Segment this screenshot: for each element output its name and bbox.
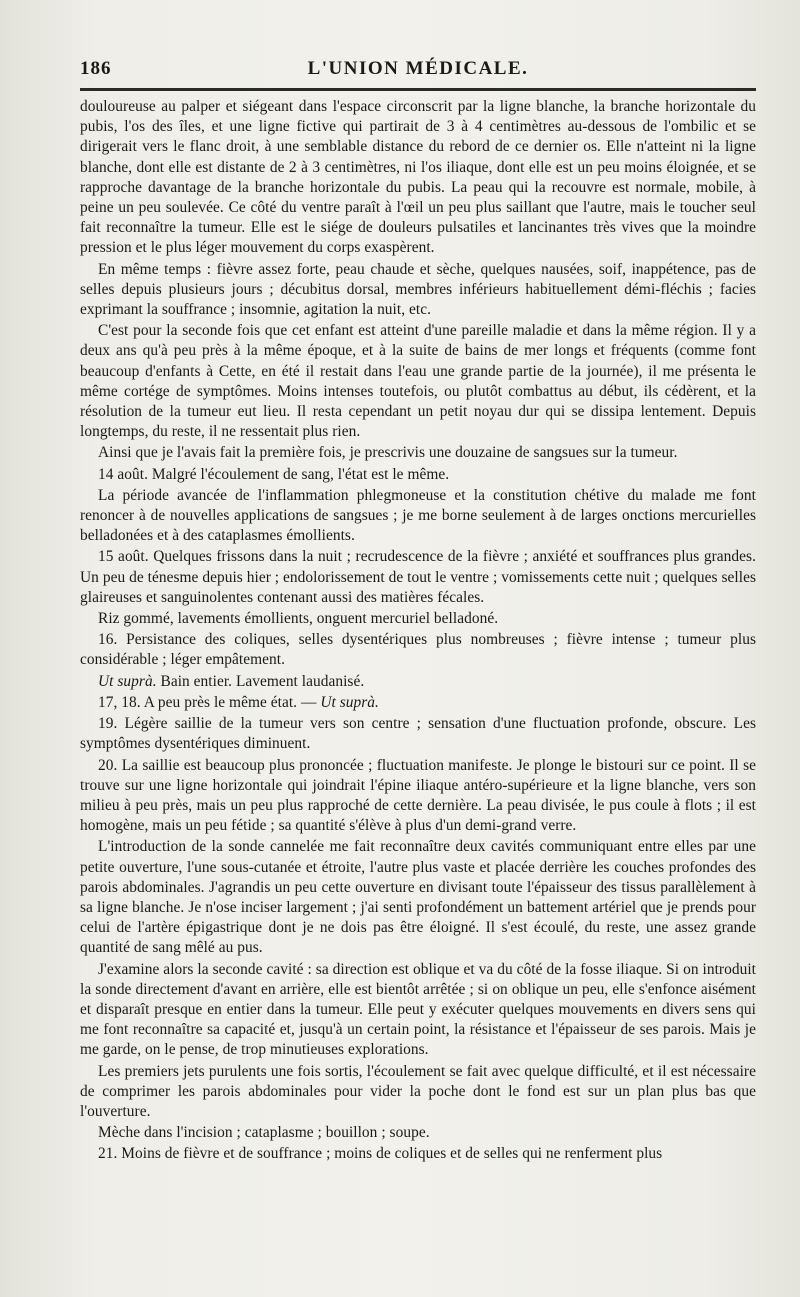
paragraph: 20. La saillie est beaucoup plus prononcée ; fluctuation manifeste. Je plonge le bistouri sur ce point. Il se trouve sur une ligne horizontale qui joindrait l'épine iliaque antéro-supérieure et la ligne blanche, vers son milieu à peu près, mais un peu plus rapproché de cette dernière. La peau divisée, le pus coule à flots ; il est homogène, mais un peu fétide ; sa quantité s'élève à plus d'un demi-grand verre. xyxy=(80,756,756,835)
paragraph: L'introduction de la sonde cannelée me fait reconnaître deux cavités communiquant entre elles par une petite ouverture, l'une sous-cutanée et étroite, l'autre plus vaste et placée derrière les couches profondes des parois abdominales. J'agrandis un peu cette ouverture en divisant toute l'épaisseur des tissus parallèlement à sa ligne blanche. Je n'ose inciser largement ; j'ai senti profondément un battement artériel que je prends pour celui de l'artère épigastrique dont je ne dois pas être éloigné. Il s'est écoulé, du reste, une assez grande quantité de sang mêlé au pus. xyxy=(80,838,756,957)
journal-title: L'UNION MÉDICALE. xyxy=(307,58,529,79)
paragraph: Mèche dans l'incision ; cataplasme ; bouillon ; soupe. xyxy=(98,1124,430,1142)
paragraph: 14 août. Malgré l'écoulement de sang, l'état est le même. xyxy=(98,465,450,483)
paragraph: 17, 18. A peu près le même état. — Ut suprà. xyxy=(98,693,379,711)
paragraph: 21. Moins de fièvre et de souffrance ; moins de coliques et de selles qui ne renferment plus xyxy=(98,1145,663,1163)
paragraph: Ut suprà. Bain entier. Lavement laudanisé. xyxy=(98,672,365,690)
page-number: 186 xyxy=(80,58,112,79)
paragraph: Ainsi que je l'avais fait la première fois, je prescrivis une douzaine de sangsues sur la tumeur. xyxy=(98,444,678,462)
paragraph: C'est pour la seconde fois que cet enfant est atteint d'une pareille maladie et dans la même région. Il y a deux ans qu'à peu près à la même époque, et à la suite de bains de mer longs et fréquents (comme font beaucoup d'enfants à Cette, en été il restait dans l'eau une grande partie de la journée), il me présenta le même cortége de symptômes. Moins intenses toutefois, ou plutôt combattus au début, ils cédèrent, et la résolution de la tumeur eut lieu. Il resta cependant un petit noyau dur qui se dissipa lentement. Depuis longtemps, du reste, il ne ressentait plus rien. xyxy=(80,322,756,441)
paragraph: douloureuse au palper et siégeant dans l'espace circonscrit par la ligne blanche, la branche horizontale du pubis, l'os des îles, et une ligne fictive qui partirait de 3 à 4 centimètres au-dessous de l'ombilic et se dirigerait vers le flanc droit, à une semblable distance du rebord de ce dernier os. Elle n'atteint ni la ligne blanche, dont elle est distante de 2 à 3 centimètres, ni l'os iliaque, dont elle est un peu moins éloignée, et se rapproche davantage de la branche horizontale du pubis. La peau qui la recouvre est normale, mobile, à peine un peu soulevée. Ce côté du ventre paraît à l'œil un peu plus saillant que l'autre, mais le toucher seul fait reconnaître la tumeur. Elle est le siége de douleurs pulsatiles et lancinantes très vives que la moindre pression et le plus léger mouvement du corps exaspèrent. xyxy=(80,98,756,257)
paragraph: J'examine alors la seconde cavité : sa direction est oblique et va du côté de la fosse iliaque. Si on introduit la sonde directement d'avant en arrière, elle est bientôt arrêtée ; si on oblique un peu, elle s'enfonce aisément et disparaît presque en entier dans la tumeur. Elle peut y exécuter quelques mouvements en divers sens qui me font reconnaître sa capacité et, jusqu'à un certain point, la résistance et l'épaisseur de ses parois. Mais je me garde, on le pense, de trop minutieuses explorations. xyxy=(80,960,756,1059)
paragraph: Les premiers jets purulents une fois sortis, l'écoulement se fait avec quelque difficulté, et il est nécessaire de comprimer les parois abdominales pour vider la poche dont le fond est sur un plan plus bas que l'ouverture. xyxy=(80,1062,756,1120)
paragraph: 19. Légère saillie de la tumeur vers son centre ; sensation d'une fluctuation profonde, obscure. Les symptômes dysentériques diminuent. xyxy=(80,715,756,753)
paragraph: Riz gommé, lavements émollients, onguent mercuriel belladoné. xyxy=(98,610,499,628)
running-header xyxy=(80,52,756,82)
paragraph: La période avancée de l'inflammation phlegmoneuse et la constitution chétive du malade me font renoncer à de nouvelles applications de sangsues ; je me borne seulement à de larges onctions mercurielles belladonées et à des cataplasmes émollients. xyxy=(80,486,756,545)
paragraph: 15 août. Quelques frissons dans la nuit ; recrudescence de la fièvre ; anxiété et souffrances plus grandes. Un peu de ténesme depuis hier ; endolorissement de tout le ventre ; vomissements cette nuit ; quelques selles glaireuses et sanguinolentes contenant aussi des matières fécales. xyxy=(80,548,756,606)
article-body xyxy=(80,97,756,1165)
paragraph: 16. Persistance des coliques, selles dysentériques plus nombreuses ; fièvre intense ; tumeur plus considérable ; léger empâtement. xyxy=(80,631,756,669)
paragraph: En même temps : fièvre assez forte, peau chaude et sèche, quelques nausées, soif, inappétence, pas de selles depuis plusieurs jours ; décubitus dorsal, membres inférieurs habituellement démi-fléchis ; facies exprimant la souffrance ; insomnie, agitation la nuit, etc. xyxy=(80,260,756,319)
header-rule xyxy=(80,88,756,91)
